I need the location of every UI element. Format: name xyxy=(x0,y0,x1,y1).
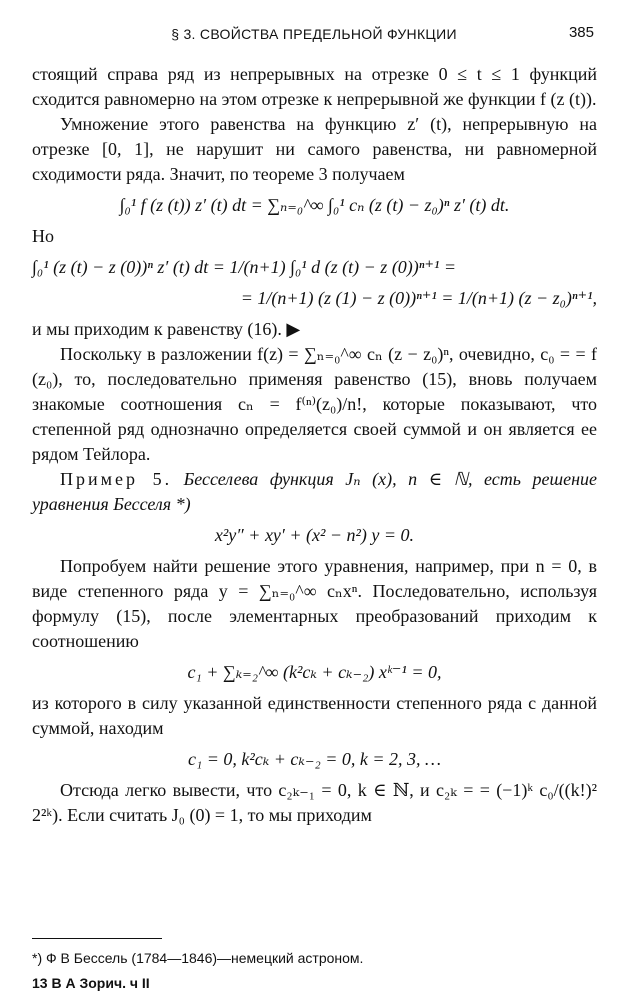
example-label: Пример 5. xyxy=(60,469,173,489)
example-paragraph xyxy=(32,467,597,517)
paragraph: Умножение этого равенства на функцию z′ (t), непрерывную на отрезке [0, 1], не нарушит ни самого равенства, ни равномерной сходимости ряда. Значит, по теореме 3 получаем xyxy=(32,114,597,184)
equation: x²y″ + xy′ + (x² − n²) y = 0. xyxy=(214,525,415,545)
running-title: § 3. СВОЙСТВА ПРЕДЕЛЬНОЙ ФУНКЦИИ xyxy=(171,26,457,42)
paragraph: Поскольку в разложении f(z) = ∑ₙ₌₀^∞ cₙ (z − z₀)ⁿ, очевидно, c₀ = = f (z₀), то, последовательно применяя равенство (15), вновь получаем знакомые соотношения cₙ = f⁽ⁿ⁾(z₀)/n!, которые показывают, что степенной ряд однозначно определяется своей суммой и он является ее рядом Тейлора. xyxy=(32,344,597,464)
paragraph: Отсюда легко вывести, что c₂ₖ₋₁ = 0, k ∈ ℕ, и c₂ₖ = = (−1)ᵏ c₀/((k!)² 2²ᵏ). Если считать J₀ (0) = 1, то мы приходим xyxy=(32,780,597,825)
paragraph: Попробуем найти решение этого уравнения, например, при n = 0, в виде степенного ряда y = ∑ₙ₌₀^∞ cₙxⁿ. Последовательно, используя формулу (15), после элементарных преобразований приходим к соотношению xyxy=(32,556,597,651)
equation: = 1/(n+1) (z (1) − z (0))ⁿ⁺¹ = 1/(n+1) (z − z₀)ⁿ⁺¹, xyxy=(240,288,597,308)
equation: ∫₀¹ f (z (t)) z′ (t) dt = ∑ₙ₌₀^∞ ∫₀¹ cₙ (z (t) − z₀)ⁿ z′ (t) dt. xyxy=(119,195,510,215)
paragraph: из которого в силу указанной единственности степенного ряда с данной суммой, находим xyxy=(32,693,597,738)
page-body xyxy=(32,62,597,828)
footnote: *) Ф В Бессель (1784—1846)—немецкий астроном. xyxy=(32,950,364,966)
printer-signature: 13 В А Зорич. ч II xyxy=(32,975,150,991)
page-header xyxy=(0,26,628,48)
footnote-rule xyxy=(32,938,162,939)
paragraph: стоящий справа ряд из непрерывных на отрезке 0 ≤ t ≤ 1 функций сходится равномерно на этом отрезке к непрерывной же функции f (z (t)). xyxy=(32,64,597,109)
paragraph: и мы приходим к равенству (16). ▶ xyxy=(32,319,301,339)
paragraph: Но xyxy=(32,226,54,246)
page-number: 385 xyxy=(568,24,594,41)
equation: c₁ + ∑ₖ₌₂^∞ (k²cₖ + cₖ₋₂) xᵏ⁻¹ = 0, xyxy=(187,662,442,682)
equation: c₁ = 0, k²cₖ + cₖ₋₂ = 0, k = 2, 3, … xyxy=(187,749,442,769)
example-text: Бесселева функция Jₙ (x), n ∈ ℕ, есть решение уравнения Бесселя *) xyxy=(32,469,598,514)
equation: ∫₀¹ (z (t) − z (0))ⁿ z′ (t) dt = 1/(n+1) ∫₀¹ d (z (t) − z (0))ⁿ⁺¹ = xyxy=(32,257,457,277)
